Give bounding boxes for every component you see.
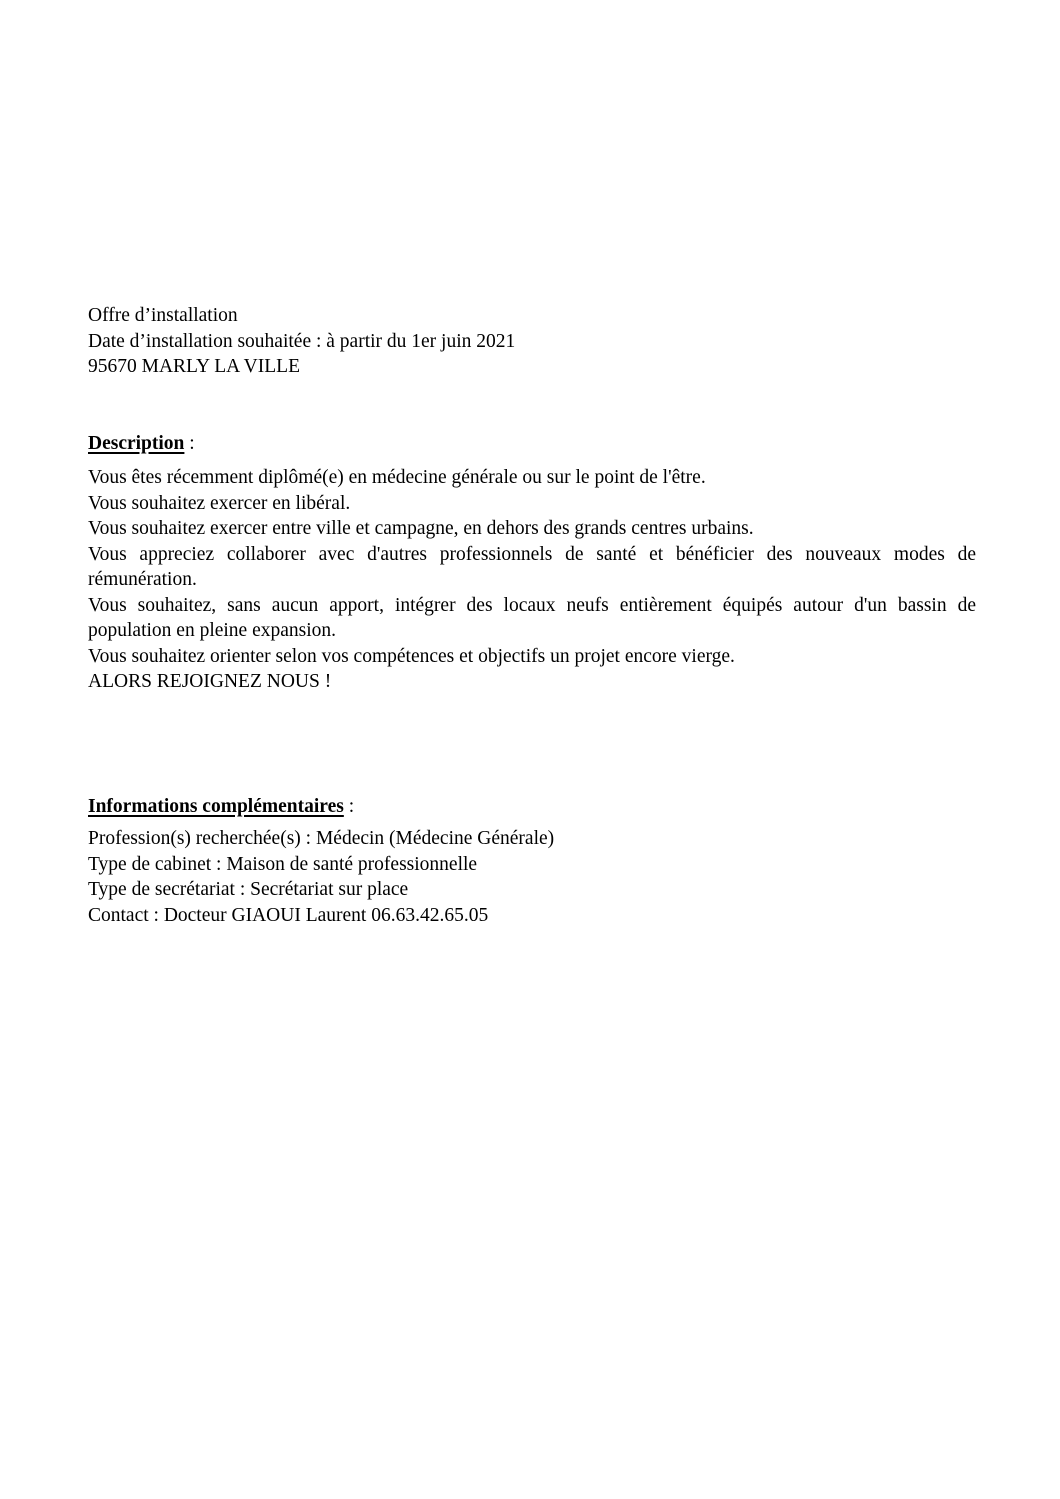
offer-title: Offre d’installation <box>88 305 238 326</box>
description-paragraph: ALORS REJOIGNEZ NOUS ! <box>88 671 332 692</box>
description-paragraph: Vous souhaitez, sans aucun apport, intégrer des locaux neufs entièrement équipés autour d'un bassin de population en pleine expansion. <box>88 594 976 641</box>
offer-location: 95670 MARLY LA VILLE <box>88 356 300 377</box>
description-body <box>88 465 976 695</box>
description-heading <box>88 431 976 457</box>
info-contact: Contact : Docteur GIAOUI Laurent 06.63.42.65.05 <box>88 904 489 926</box>
offer-header <box>88 303 976 380</box>
installation-date: Date d’installation souhaitée : à partir du 1er juin 2021 <box>88 330 516 352</box>
description-paragraph: Vous souhaitez exercer entre ville et campagne, en dehors des grands centres urbains. <box>88 518 754 539</box>
info-secretariat-type: Type de secrétariat : Secrétariat sur place <box>88 879 409 900</box>
informations-heading-colon: : <box>343 796 355 817</box>
info-profession: Profession(s) recherchée(s) : Médecin (Médecine Générale) <box>88 828 555 849</box>
description-paragraph: Vous êtes récemment diplômé(e) en médecine générale ou sur le point de l'être. <box>88 467 706 488</box>
info-cabinet-type: Type de cabinet : Maison de santé professionnelle <box>88 853 478 875</box>
informations-body <box>88 826 976 928</box>
informations-heading-label: Informations complémentaires <box>88 796 344 817</box>
description-heading-label: Description <box>88 433 185 454</box>
description-paragraph: Vous appreciez collaborer avec d'autres professionnels de santé et bénéficier des nouveaux modes de rémunération. <box>88 543 976 590</box>
informations-heading <box>88 794 976 820</box>
description-paragraph: Vous souhaitez exercer en libéral. <box>88 492 351 514</box>
description-paragraph: Vous souhaitez orienter selon vos compétences et objectifs un projet encore vierge. <box>88 645 735 667</box>
description-heading-colon: : <box>184 433 195 454</box>
